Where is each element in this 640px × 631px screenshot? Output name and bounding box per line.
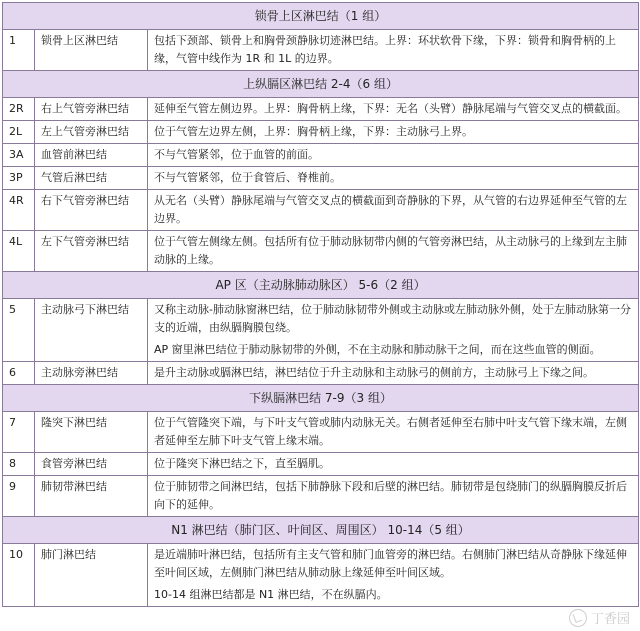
table-row: [3, 476, 639, 517]
station-description: 位于气管左侧缘左侧。包括所有位于肺动脉韧带内侧的气管旁淋巴结，从主动脉弓的上缘到左主肺动脉的上缘。: [148, 231, 639, 272]
station-name: 右下气管旁淋巴结: [35, 190, 148, 231]
lymph-node-table: [2, 2, 639, 607]
station-description: 位于隆突下淋巴结之下，直至膈肌。: [148, 453, 639, 476]
table-row: [3, 412, 639, 453]
station-description-cell: [148, 299, 639, 362]
section-header: [3, 3, 639, 30]
station-number: 5: [3, 299, 35, 362]
station-number: 4R: [3, 190, 35, 231]
station-number: 9: [3, 476, 35, 517]
table-row: [3, 167, 639, 190]
station-description: 位于肺韧带之间淋巴结，包括下肺静脉下段和后壁的淋巴结。肺韧带是包绕肺门的纵膈胸膜反折后向下的延伸。: [148, 476, 639, 517]
station-number: 3A: [3, 144, 35, 167]
station-name: 血管前淋巴结: [35, 144, 148, 167]
section-title: N1 淋巴结（肺门区、叶间区、周围区） 10-14（5 组）: [3, 517, 639, 544]
station-description-cell: [148, 544, 639, 607]
station-description: 位于气管左边界左侧，上界：胸骨柄上缘，下界：主动脉弓上界。: [148, 121, 639, 144]
station-name: 左上气管旁淋巴结: [35, 121, 148, 144]
section-title: 下纵膈淋巴结 7-9（3 组）: [3, 385, 639, 412]
section-title: 锁骨上区淋巴结（1 组）: [3, 3, 639, 30]
station-name: 隆突下淋巴结: [35, 412, 148, 453]
station-description: 延伸至气管左侧边界。上界：胸骨柄上缘，下界：无名（头臂）静脉尾端与气管交叉点的横截面。: [148, 98, 639, 121]
station-description: 不与气管紧邻，位于食管后、脊椎前。: [148, 167, 639, 190]
section-header: [3, 385, 639, 412]
watermark-text: 丁香园: [590, 612, 630, 627]
station-number: 2R: [3, 98, 35, 121]
station-name: 肺门淋巴结: [35, 544, 148, 607]
station-number: 2L: [3, 121, 35, 144]
table-row: [3, 231, 639, 272]
section-title: 上纵膈区淋巴结 2-4（6 组）: [3, 71, 639, 98]
station-number: 1: [3, 30, 35, 71]
clove-logo-icon: [569, 609, 587, 627]
station-description: 从无名（头臂）静脉尾端与气管交叉点的横截面到奇静脉的下界，从气管的右边界延伸至气管的左边界。: [148, 190, 639, 231]
table-row: [3, 453, 639, 476]
table-row: [3, 144, 639, 167]
station-description-note: 10-14 组淋巴结都是 N1 淋巴结，不在纵膈内。: [154, 588, 388, 601]
station-number: 10: [3, 544, 35, 607]
section-header: [3, 517, 639, 544]
table-row: [3, 299, 639, 362]
station-name: 主动脉旁淋巴结: [35, 362, 148, 385]
station-name: 右上气管旁淋巴结: [35, 98, 148, 121]
station-description: 位于气管隆突下端，与下叶支气管或肺内动脉无关。右侧者延伸至右肺中叶支气管下缘末端，左侧者延伸至左肺下叶支气管上缘末端。: [148, 412, 639, 453]
station-name: 食管旁淋巴结: [35, 453, 148, 476]
station-number: 8: [3, 453, 35, 476]
section-header: [3, 71, 639, 98]
station-number: 4L: [3, 231, 35, 272]
station-description: 包括下颈部、锁骨上和胸骨颈静脉切迹淋巴结。上界：环状软骨下缘，下界：锁骨和胸骨柄的上缘，气管中线作为 1R 和 1L 的边界。: [148, 30, 639, 71]
station-description-note: AP 窗里淋巴结位于肺动脉韧带的外侧，不在主动脉和肺动脉干之间，而在这些血管的侧面。: [154, 343, 601, 356]
section-header: [3, 272, 639, 299]
station-name: 锁骨上区淋巴结: [35, 30, 148, 71]
station-description: 是升主动脉或膈淋巴结，淋巴结位于升主动脉和主动脉弓的侧前方，主动脉弓上下缘之间。: [148, 362, 639, 385]
watermark: [569, 608, 630, 627]
table-row: [3, 362, 639, 385]
table-row: [3, 30, 639, 71]
table-row: [3, 190, 639, 231]
station-description: 不与气管紧邻，位于血管的前面。: [148, 144, 639, 167]
station-number: 6: [3, 362, 35, 385]
section-title: AP 区（主动脉肺动脉区） 5-6（2 组）: [3, 272, 639, 299]
table-row: [3, 98, 639, 121]
station-number: 7: [3, 412, 35, 453]
station-description: 是近端肺叶淋巴结，包括所有主支气管和肺门血管旁的淋巴结。右侧肺门淋巴结从奇静脉下缘延伸至叶间区域，左侧肺门淋巴结从肺动脉上缘延伸至叶间区域。: [154, 548, 627, 579]
station-description: 又称主动脉-肺动脉窗淋巴结，位于肺动脉韧带外侧或主动脉或左肺动脉外侧，处于左肺动脉第一分支的近端，由纵膈胸膜包绕。: [154, 303, 631, 334]
station-number: 3P: [3, 167, 35, 190]
station-name: 主动脉弓下淋巴结: [35, 299, 148, 362]
station-name: 左下气管旁淋巴结: [35, 231, 148, 272]
table-row: [3, 544, 639, 607]
station-name: 气管后淋巴结: [35, 167, 148, 190]
table-row: [3, 121, 639, 144]
station-name: 肺韧带淋巴结: [35, 476, 148, 517]
